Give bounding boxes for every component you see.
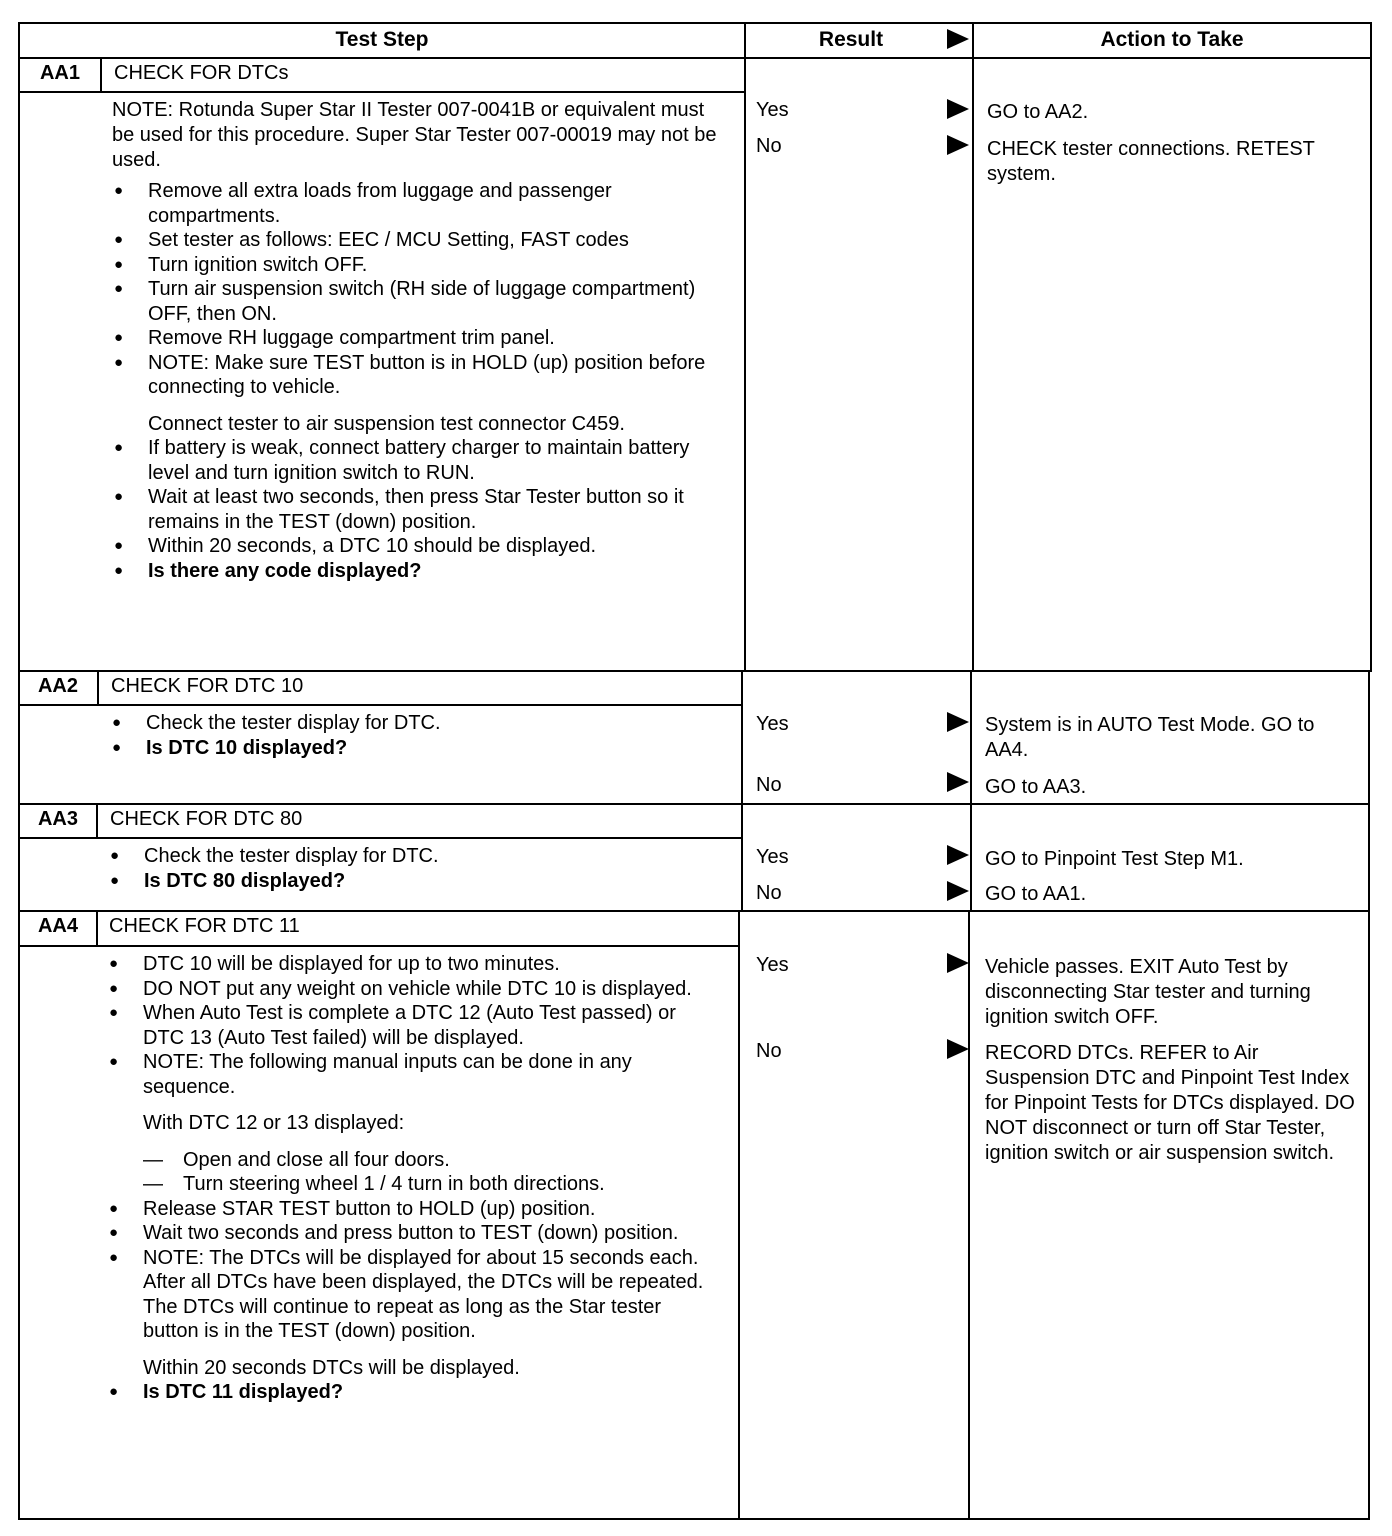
rule-aa3-bottom — [18, 910, 1370, 912]
rule-right-aa1 — [1370, 22, 1372, 672]
header-result: Result — [818, 28, 884, 51]
rule-aa2-id — [97, 670, 99, 706]
result-no: No — [756, 774, 782, 796]
action-text: System is in AUTO Test Mode. GO to AA4. — [985, 714, 1315, 761]
rule-right — [1368, 670, 1370, 1520]
list-item: ● NOTE: The following manual inputs can be done in any sequence. — [107, 1050, 722, 1099]
action-text: CHECK tester connections. RETEST system. — [987, 138, 1315, 185]
rule-aa3-title — [18, 837, 741, 839]
list-item: ● When Auto Test is complete a DTC 12 (Auto Test passed) or DTC 13 (Auto Test failed) will be displayed. — [107, 1001, 722, 1050]
list-item: ● Is DTC 11 displayed? — [107, 1380, 722, 1405]
list-item: Connect tester to air suspension test connector C459. — [148, 412, 625, 435]
list-item: With DTC 12 or 13 displayed: — [143, 1112, 405, 1134]
list-item: — Turn steering wheel 1 / 4 turn in both directions. — [107, 1172, 722, 1197]
arrow-icon — [947, 845, 969, 865]
action-text: GO to AA3. — [985, 776, 1087, 798]
header-test-step: Test Step — [335, 28, 429, 51]
list-item: ● Check the tester display for DTC. — [108, 844, 728, 869]
list-item: ● Is there any code displayed? — [112, 559, 732, 584]
action-text: GO to AA1. — [985, 883, 1087, 905]
list-item: Within 20 seconds DTCs will be displayed. — [143, 1356, 520, 1379]
arrow-icon — [947, 712, 969, 732]
list-item: ● Within 20 seconds, a DTC 10 should be displayed. — [112, 534, 732, 559]
arrow-icon — [947, 135, 969, 155]
arrow-icon — [947, 953, 969, 973]
step-items — [107, 952, 722, 1405]
rule-header-bottom — [18, 57, 1372, 59]
step-title: CHECK FOR DTC 80 — [110, 808, 303, 830]
result-yes: Yes — [756, 846, 789, 868]
list-item: ● DO NOT put any weight on vehicle while DTC 10 is displayed. — [107, 977, 722, 1002]
arrow-icon — [947, 772, 969, 792]
rule-aa2-bottom — [18, 803, 1370, 805]
result-yes: Yes — [756, 954, 789, 976]
rule-aa1-title — [18, 91, 745, 93]
rule-result-aa1 — [744, 22, 746, 672]
list-item: ● Remove all extra loads from luggage and passenger compartments. — [112, 179, 732, 228]
result-yes: Yes — [756, 713, 789, 735]
list-item: ● Check the tester display for DTC. — [110, 711, 730, 736]
list-item: ● Turn air suspension switch (RH side of luggage compartment) OFF, then ON. — [112, 277, 732, 326]
result-no: No — [756, 882, 782, 904]
step-items — [108, 844, 728, 893]
arrow-icon — [947, 1039, 969, 1059]
arrow-icon — [947, 99, 969, 119]
list-item: ● Is DTC 80 displayed? — [108, 869, 728, 894]
step-id: AA4 — [37, 915, 78, 937]
rule-action-aa4 — [968, 910, 970, 1520]
rule-aa1-bottom — [18, 670, 1372, 672]
result-yes: Yes — [756, 99, 789, 121]
list-item: ● Wait at least two seconds, then press Star Tester button so it remains in the TEST (down) position. — [112, 485, 732, 534]
result-no: No — [756, 1040, 782, 1062]
step-items — [112, 179, 732, 583]
arrow-icon — [947, 881, 969, 901]
rule-aa1-id — [100, 57, 102, 93]
step-id: AA3 — [37, 808, 78, 830]
list-item: ● If battery is weak, connect battery charger to maintain battery level and turn ignition switch to RUN. — [112, 436, 732, 485]
step-id: AA1 — [39, 62, 80, 84]
step-id: AA2 — [37, 675, 78, 697]
rule-result-aa2-aa3 — [741, 670, 743, 912]
list-item: ● Turn ignition switch OFF. — [112, 253, 732, 278]
step-title: CHECK FOR DTC 11 — [109, 915, 300, 937]
list-item: ● Release STAR TEST button to HOLD (up) position. — [107, 1197, 722, 1222]
step-note: NOTE: Rotunda Super Star II Tester 007-0041B or equivalent must be used for this procedure. Super Star Tester 007-00019 may not be used. — [112, 99, 717, 171]
action-text: GO to AA2. — [987, 101, 1089, 123]
rule-left — [18, 22, 20, 1520]
step-title: CHECK FOR DTC 10 — [111, 675, 304, 697]
rule-aa4-id — [96, 910, 98, 947]
list-item: ● Set tester as follows: EEC / MCU Setting, FAST codes — [112, 228, 732, 253]
list-item: ● NOTE: The DTCs will be displayed for about 15 seconds each. After all DTCs have been displayed, the DTCs will be repeated. The DTCs will continue to repeat as long as the Star tester button is in the TEST (down) position. — [107, 1246, 722, 1344]
rule-aa3-id — [96, 803, 98, 839]
list-item: ● NOTE: Make sure TEST button is in HOLD (up) position before connecting to vehicle. — [112, 351, 732, 400]
header-arrow-icon — [947, 29, 969, 49]
step-title: CHECK FOR DTCs — [114, 62, 289, 84]
step-items — [110, 711, 730, 760]
list-item: ● Is DTC 10 displayed? — [110, 736, 730, 761]
action-text: GO to Pinpoint Test Step M1. — [985, 848, 1244, 870]
list-item: ● Remove RH luggage compartment trim panel. — [112, 326, 732, 351]
rule-bottom — [18, 1518, 1368, 1520]
rule-action-aa1 — [972, 22, 974, 672]
header-action: Action to Take — [1100, 28, 1244, 51]
result-no: No — [756, 135, 782, 157]
list-item: ● DTC 10 will be displayed for up to two minutes. — [107, 952, 722, 977]
list-item: ● Wait two seconds and press button to TEST (down) position. — [107, 1221, 722, 1246]
list-item: — Open and close all four doors. — [107, 1148, 722, 1173]
rule-aa2-title — [18, 704, 741, 706]
rule-result-aa4 — [738, 910, 740, 1520]
rule-action-aa2-aa3 — [970, 670, 972, 912]
action-text: Vehicle passes. EXIT Auto Test by disconnecting Star tester and turning ignition switch OFF. — [985, 956, 1311, 1028]
rule-aa4-title — [18, 945, 739, 947]
action-text: RECORD DTCs. REFER to Air Suspension DTC and Pinpoint Test Index for Pinpoint Tests for DTCs displayed. DO NOT disconnect or turn off Star Tester, ignition switch or air suspension switch. — [985, 1042, 1355, 1164]
